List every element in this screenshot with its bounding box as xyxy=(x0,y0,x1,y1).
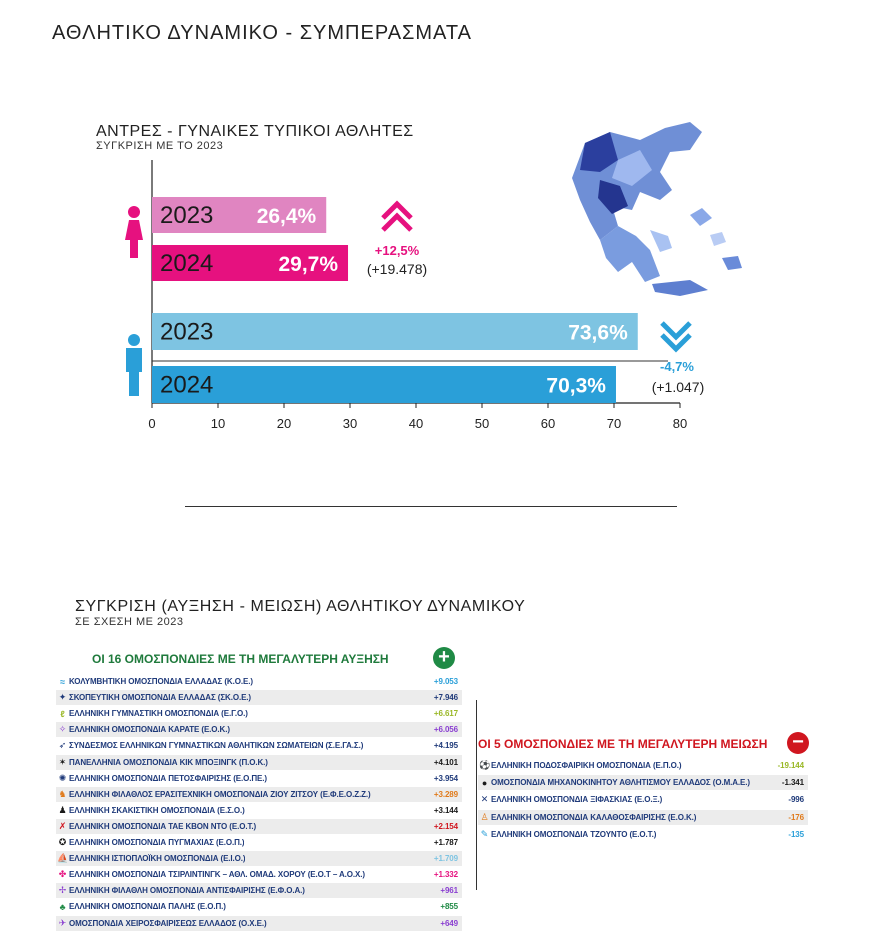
change-value: -996 xyxy=(788,795,804,805)
list-item xyxy=(56,706,462,721)
federation-name: ΣΚΟΠΕΥΤΙΚΗ ΟΜΟΣΠΟΝΔΙΑ ΕΛΛΑΔΑΣ (ΣΚ.Ο.Ε.) xyxy=(69,693,251,703)
change-value: -176 xyxy=(788,812,804,822)
change-value: +3.289 xyxy=(433,789,458,799)
change-absolute-label: (+19.478) xyxy=(366,261,428,277)
fencing-icon: ✕ xyxy=(480,794,489,805)
shooting-icon: ✦ xyxy=(58,692,67,703)
list-item xyxy=(56,819,462,834)
chart-title: ΑΝΤΡΕΣ - ΓΥΝΑΙΚΕΣ ΤΥΠΙΚΟΙ ΑΘΛΗΤΕΣ xyxy=(96,123,414,140)
double-chevron-down-icon xyxy=(662,323,690,349)
x-tick-label: 40 xyxy=(408,416,424,431)
change-value: +855 xyxy=(440,902,458,912)
page-title: ΑΘΛΗΤΙΚΟ ΔΥΝΑΜΙΚΟ - ΣΥΜΠΕΡΑΣΜΑΤΑ xyxy=(52,22,472,44)
federation-name: ΕΛΛΗΝΙΚΗ ΓΥΜΝΑΣΤΙΚΗ ΟΜΟΣΠΟΝΔΙΑ (Ε.Γ.Ο.) xyxy=(69,709,248,719)
bar-year-label: 2024 xyxy=(160,371,214,399)
federation-name: ΕΛΛΗΝΙΚΗ ΟΜΟΣΠΟΝΔΙΑ ΚΑΛΑΘΟΣΦΑΙΡΙΣΗΣ (Ε.Ο.Κ.) xyxy=(491,812,697,822)
x-tick-label: 60 xyxy=(540,416,556,431)
list-item xyxy=(56,803,462,818)
federation-name: ΕΛΛΗΝΙΚΗ ΟΜΟΣΠΟΝΔΙΑ ΤΣΙΡΛΙΝΤΙΝΓΚ – ΑΘΛ. ΟΜΑΔ. ΧΟΡΟΥ (Ε.Ο.Τ – Α.Ο.Χ.) xyxy=(69,870,365,880)
x-tick-label: 10 xyxy=(210,416,226,431)
x-tick-label: 30 xyxy=(342,416,358,431)
federation-name: ΟΜΟΣΠΟΝΔΙΑ ΧΕΙΡΟΣΦΑΙΡΙΣΕΩΣ ΕΛΛΑΔΟΣ (Ο.Χ.Ε.) xyxy=(69,918,267,928)
federation-name: ΕΛΛΗΝΙΚΗ ΣΚΑΚΙΣΤΙΚΗ ΟΜΟΣΠΟΝΔΙΑ (Ε.Σ.Ο.) xyxy=(69,805,245,815)
decrease-header: ΟΙ 5 ΟΜΟΣΠΟΝΔΙΕΣ ΜΕ ΤΗ ΜΕΓΑΛΥΤΕΡΗ ΜΕΙΩΣΗ xyxy=(478,737,768,751)
chart-subtitle: ΣΥΓΚΡΙΣΗ ΜΕ ΤΟ 2023 xyxy=(96,140,224,152)
change-percent-label: +12,5% xyxy=(374,243,420,258)
bar-year-label: 2023 xyxy=(160,318,214,346)
federation-name: ΚΟΛΥΜΒΗΤΙΚΗ ΟΜΟΣΠΟΝΔΙΑ ΕΛΛΑΔΑΣ (Κ.Ο.Ε.) xyxy=(69,677,253,686)
federation-name: ΠΑΝΕΛΛΗΝΙΑ ΟΜΟΣΠΟΝΔΙΑ ΚΙΚ ΜΠΟΞΙΝΓΚ (Π.Ο.Κ.) xyxy=(69,757,268,767)
list-item xyxy=(56,867,462,882)
federation-name: ΣΥΝΔΕΣΜΟΣ ΕΛΛΗΝΙΚΩΝ ΓΥΜΝΑΣΤΙΚΩΝ ΑΘΛΗΤΙΚΩΝ ΣΩΜΑΤΕΙΩΝ (Σ.Ε.ΓΑ.Σ.) xyxy=(69,741,364,751)
federation-name: ΕΛΛΗΝΙΚΗ ΙΣΤΙΟΠΛΟΪΚΗ ΟΜΟΣΠΟΝΔΙΑ (Ε.Ι.Ο.) xyxy=(69,854,246,864)
section-divider xyxy=(185,506,677,507)
change-value: -1.341 xyxy=(781,778,804,788)
chess-icon: ♟ xyxy=(58,804,67,815)
list-item xyxy=(56,738,462,753)
list-item xyxy=(478,810,808,825)
federation-name: ΕΛΛΗΝΙΚΗ ΟΜΟΣΠΟΝΔΙΑ ΤΑΕ ΚΒΟΝ ΝΤΟ (Ε.Ο.Τ.) xyxy=(69,821,257,831)
federation-name: ΕΛΛΗΝΙΚΗ ΟΜΟΣΠΟΝΔΙΑ ΞΙΦΑΣΚΙΑΣ (Ε.Ο.Ξ.) xyxy=(491,795,663,805)
x-tick-label: 0 xyxy=(148,416,156,431)
list-item xyxy=(56,755,462,770)
federation-name: ΕΛΛΗΝΙΚΗ ΟΜΟΣΠΟΝΔΙΑ ΤΖΟΥΝΤΟ (Ε.Ο.Τ.) xyxy=(491,829,657,839)
taekwondo-icon: ✗ xyxy=(58,820,67,831)
swimming-icon: ≈ xyxy=(60,676,65,687)
male-icon xyxy=(126,334,142,396)
list-item xyxy=(56,674,462,689)
change-value: +7.946 xyxy=(433,693,458,703)
comparison-title: ΣΥΓΚΡΙΣΗ (ΑΥΞΗΣΗ - ΜΕΙΩΣΗ) ΑΘΛΗΤΙΚΟΥ ΔΥΝΑΜΙΚΟΥ xyxy=(75,598,526,615)
lists-divider xyxy=(476,700,477,890)
change-value: +4.101 xyxy=(433,757,458,767)
greece-map-icon xyxy=(572,122,742,296)
list-item xyxy=(478,758,808,773)
change-value: +6.056 xyxy=(433,725,458,735)
karate-icon: ✧ xyxy=(58,724,67,735)
change-percent-label: -4,7% xyxy=(660,359,694,374)
handball-icon: ✈ xyxy=(58,917,67,928)
list-item xyxy=(56,771,462,786)
football-icon: ⚽ xyxy=(478,760,491,770)
list-item xyxy=(56,835,462,850)
federation-name: ΕΛΛΗΝΙΚΗ ΟΜΟΣΠΟΝΔΙΑ ΚΑΡΑΤΕ (Ε.Ο.Κ.) xyxy=(69,725,230,735)
x-tick-label: 50 xyxy=(474,416,490,431)
federation-name: ΕΛΛΗΝΙΚΗ ΟΜΟΣΠΟΝΔΙΑ ΠΕΤΟΣΦΑΙΡΙΣΗΣ (Ε.Ο.ΠΕ.) xyxy=(69,773,267,783)
change-value: +3.954 xyxy=(433,773,458,783)
change-value: +4.195 xyxy=(433,741,458,751)
change-value: -19.144 xyxy=(777,761,804,770)
wrestling-icon: ♣ xyxy=(59,901,66,912)
list-item xyxy=(56,899,462,914)
federation-name: ΕΛΛΗΝΙΚΗ ΠΟΔΟΣΦΑΙΡΙΚΗ ΟΜΟΣΠΟΝΔΙΑ (Ε.Π.Ο.) xyxy=(491,761,682,770)
federation-name: ΕΛΛΗΝΙΚΗ ΦΙΛΑΘΛΟΣ ΕΡΑΣΙΤΕΧΝΙΚΗ ΟΜΟΣΠΟΝΔΙΑ ΖΙΟΥ ΖΙΤΣΟΥ (Ε.Φ.Ε.Ο.Ζ.Ζ.) xyxy=(69,789,371,799)
list-item xyxy=(56,851,462,866)
change-value: +2.154 xyxy=(433,821,458,831)
change-value: +1.332 xyxy=(433,870,458,880)
list-item xyxy=(478,827,808,842)
increase-header: ΟΙ 16 ΟΜΟΣΠΟΝΔΙΕΣ ΜΕ ΤΗ ΜΕΓΑΛΥΤΕΡΗ ΑΥΞΗΣΗ xyxy=(92,652,389,666)
change-value: +3.144 xyxy=(433,805,458,815)
bar-value-label: 73,6% xyxy=(568,321,628,345)
double-chevron-up-icon xyxy=(383,204,411,230)
comparison-subtitle: ΣΕ ΣΧΕΣΗ ΜΕ 2023 xyxy=(75,616,184,628)
change-value: +9.053 xyxy=(433,677,458,686)
federation-name: ΕΛΛΗΝΙΚΗ ΟΜΟΣΠΟΝΔΙΑ ΠΥΓΜΑΧΙΑΣ (Ε.Ο.Π.) xyxy=(69,838,245,847)
change-value: -135 xyxy=(788,829,804,839)
x-tick-label: 80 xyxy=(672,416,688,431)
change-value: +961 xyxy=(440,886,458,896)
jiu-jitsu-icon: ♞ xyxy=(58,788,67,799)
federation-name: ΕΛΛΗΝΙΚΗ ΦΙΛΑΘΛΗ ΟΜΟΣΠΟΝΔΙΑ ΑΝΤΙΣΦΑΙΡΙΣΗΣ (Ε.Φ.Ο.Α.) xyxy=(69,886,305,896)
federation-name: ΕΛΛΗΝΙΚΗ ΟΜΟΣΠΟΝΔΙΑ ΠΑΛΗΣ (Ε.Ο.Π.) xyxy=(69,902,226,912)
athletics-icon: ➶ xyxy=(58,740,67,751)
bar-year-label: 2023 xyxy=(160,202,214,229)
basketball-icon: ♙ xyxy=(480,811,489,822)
list-item xyxy=(478,775,808,790)
tennis-icon: ✢ xyxy=(58,885,67,896)
list-item xyxy=(56,787,462,802)
gymnastics-icon: ℓ xyxy=(60,708,65,719)
volleyball-icon: ✺ xyxy=(58,772,67,783)
x-tick-label: 20 xyxy=(276,416,292,431)
motorsport-icon: ● xyxy=(481,777,488,788)
minus-circle-icon: − xyxy=(787,732,809,754)
plus-circle-icon: + xyxy=(433,647,455,669)
change-absolute-label: (+1.047) xyxy=(651,379,705,395)
bar-year-label: 2024 xyxy=(160,250,214,277)
bar-value-label: 26,4% xyxy=(256,205,317,228)
list-item xyxy=(56,883,462,898)
list-item xyxy=(56,916,462,931)
female-icon xyxy=(125,206,143,258)
list-item xyxy=(478,792,808,807)
federation-name: ΟΜΟΣΠΟΝΔΙΑ ΜΗΧΑΝΟΚΙΝΗΤΟΥ ΑΘΛΗΤΙΣΜΟΥ ΕΛΛΑΔΟΣ (Ο.Μ.Α.Ε.) xyxy=(491,778,750,788)
list-item xyxy=(56,690,462,705)
change-value: +6.617 xyxy=(433,709,458,719)
boxing-icon: ✪ xyxy=(58,837,67,847)
change-value: +1.709 xyxy=(433,854,458,864)
x-tick-label: 70 xyxy=(606,416,622,431)
kickboxing-icon: ✶ xyxy=(58,756,67,767)
cheerleading-icon: ✤ xyxy=(58,869,67,880)
bar-value-label: 29,7% xyxy=(278,253,339,276)
list-item xyxy=(56,722,462,737)
change-value: +1.787 xyxy=(433,838,458,847)
judo-icon: ✎ xyxy=(480,828,489,839)
sailing-icon: ⛵ xyxy=(56,853,69,864)
bar-2023 xyxy=(152,313,638,350)
change-value: +649 xyxy=(440,918,458,928)
bar-value-label: 70,3% xyxy=(546,374,606,398)
